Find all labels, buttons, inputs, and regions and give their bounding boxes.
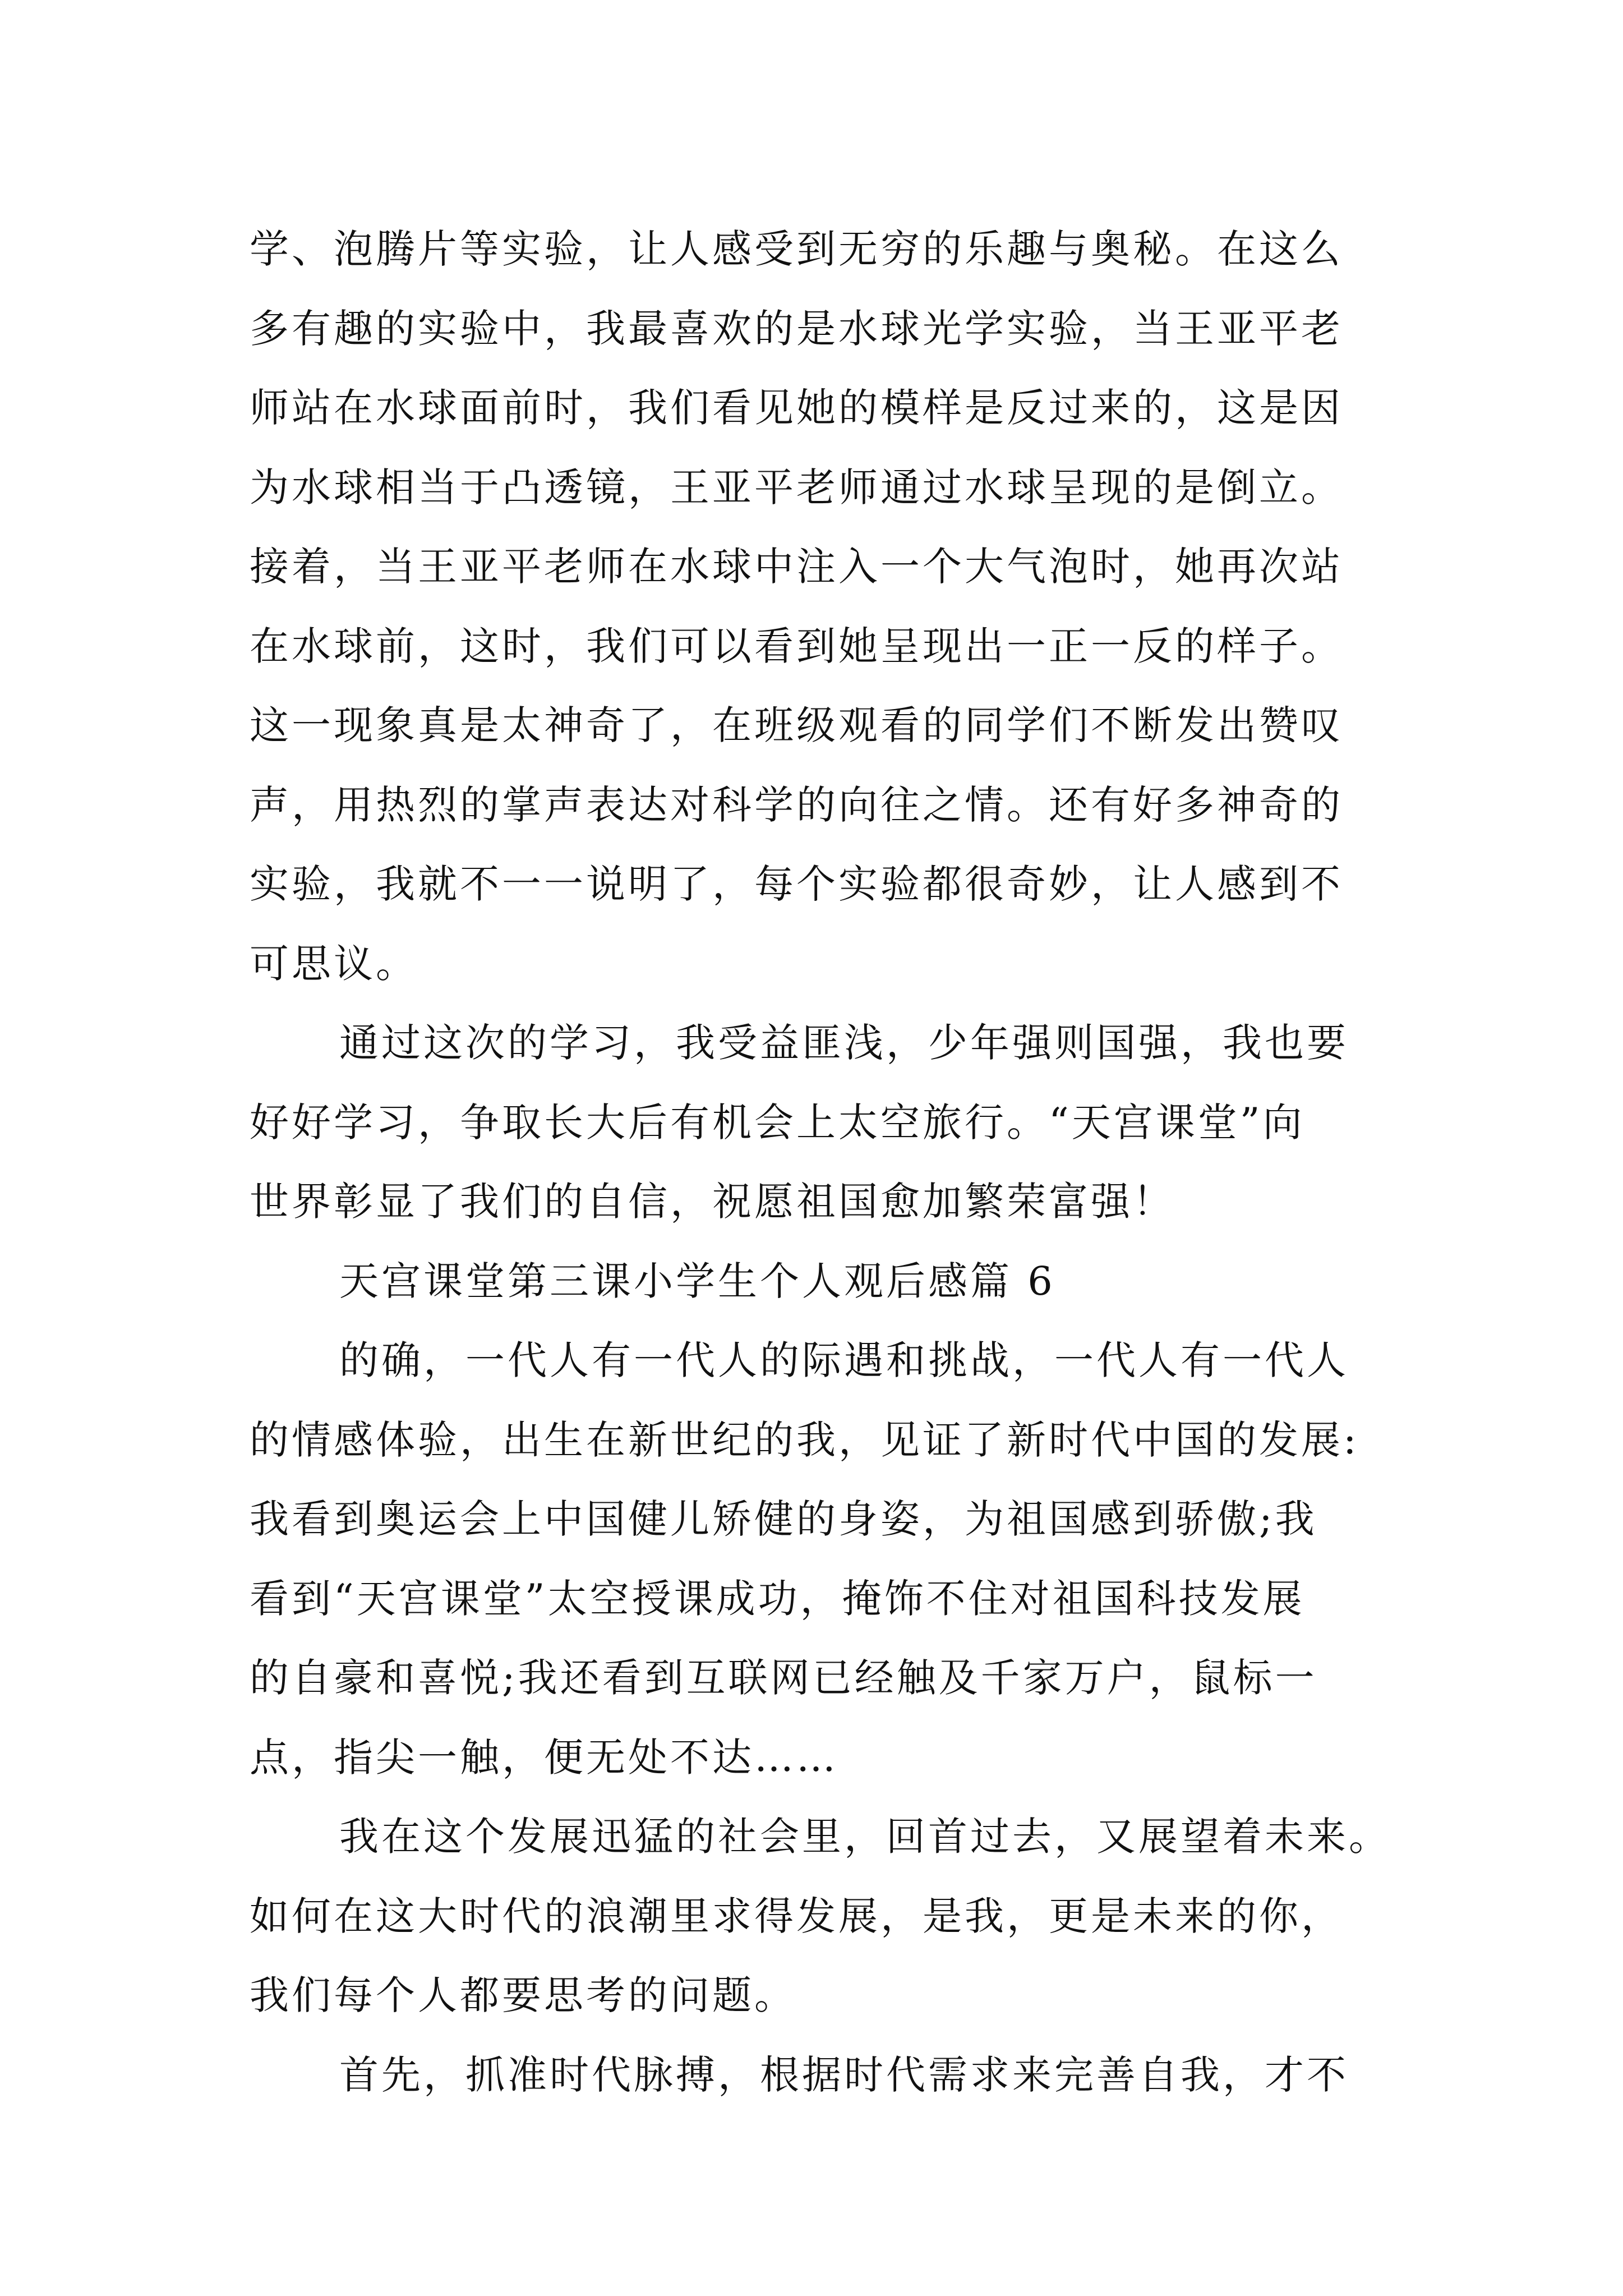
text-line: 在水球前，这时，我们可以看到她呈现出一正一反的样子。 [250,623,1343,669]
text-line: 的确，一代人有一代人的际遇和挑战，一代人有一代人 [339,1337,1349,1383]
text-line: 首先，抓准时代脉搏，根据时代需求来完善自我，才不 [339,2051,1349,2098]
text-line: 我看到奥运会上中国健儿矫健的身姿，为祖国感到骄傲;我 [250,1496,1317,1542]
text-line: 多有趣的实验中，我最喜欢的是水球光学实验，当王亚平老 [250,305,1343,352]
text-line: 如何在这大时代的浪潮里求得发展，是我，更是未来的你， [250,1893,1343,1939]
text-line: 可思议。 [250,940,418,987]
text-line: 我们每个人都要思考的问题。 [250,1972,796,2018]
text-line: 好好学习，争取长大后有机会上太空旅行。“天宫课堂”向 [250,1099,1305,1145]
text-line: 为水球相当于凸透镜，王亚平老师通过水球呈现的是倒立。 [250,464,1343,510]
text-line: 天宫课堂第三课小学生个人观后感篇 6 [339,1258,1055,1304]
text-line: 声，用热烈的掌声表达对科学的向往之情。还有好多神奇的 [250,781,1343,828]
text-line: 的情感体验，出生在新世纪的我，见证了新时代中国的发展: [250,1416,1359,1463]
text-line: 实验，我就不一一说明了，每个实验都很奇妙，让人感到不 [250,861,1343,907]
text-line: 这一现象真是太神奇了，在班级观看的同学们不断发出赞叹 [250,702,1343,748]
text-line: 的自豪和喜悦;我还看到互联网已经触及千家万户，鼠标一 [250,1655,1317,1701]
text-line: 点，指尖一触，便无处不达…… [250,1734,838,1780]
text-line: 学、泡腾片等实验，让人感受到无穷的乐趣与奥秘。在这么 [250,226,1343,272]
text-line: 接着，当王亚平老师在水球中注入一个大气泡时，她再次站 [250,544,1343,590]
text-line: 通过这次的学习，我受益匪浅，少年强则国强，我也要 [339,1020,1349,1066]
text-line: 师站在水球面前时，我们看见她的模样是反过来的，这是因 [250,385,1343,431]
text-line: 我在这个发展迅猛的社会里，回首过去，又展望着未来。 [339,1814,1391,1860]
text-line: 世界彰显了我们的自信，祝愿祖国愈加繁荣富强！ [250,1179,1175,1225]
document-body [250,210,1391,2115]
text-line: 看到“天宫课堂”太空授课成功，掩饰不住对祖国科技发展 [250,1575,1305,1622]
